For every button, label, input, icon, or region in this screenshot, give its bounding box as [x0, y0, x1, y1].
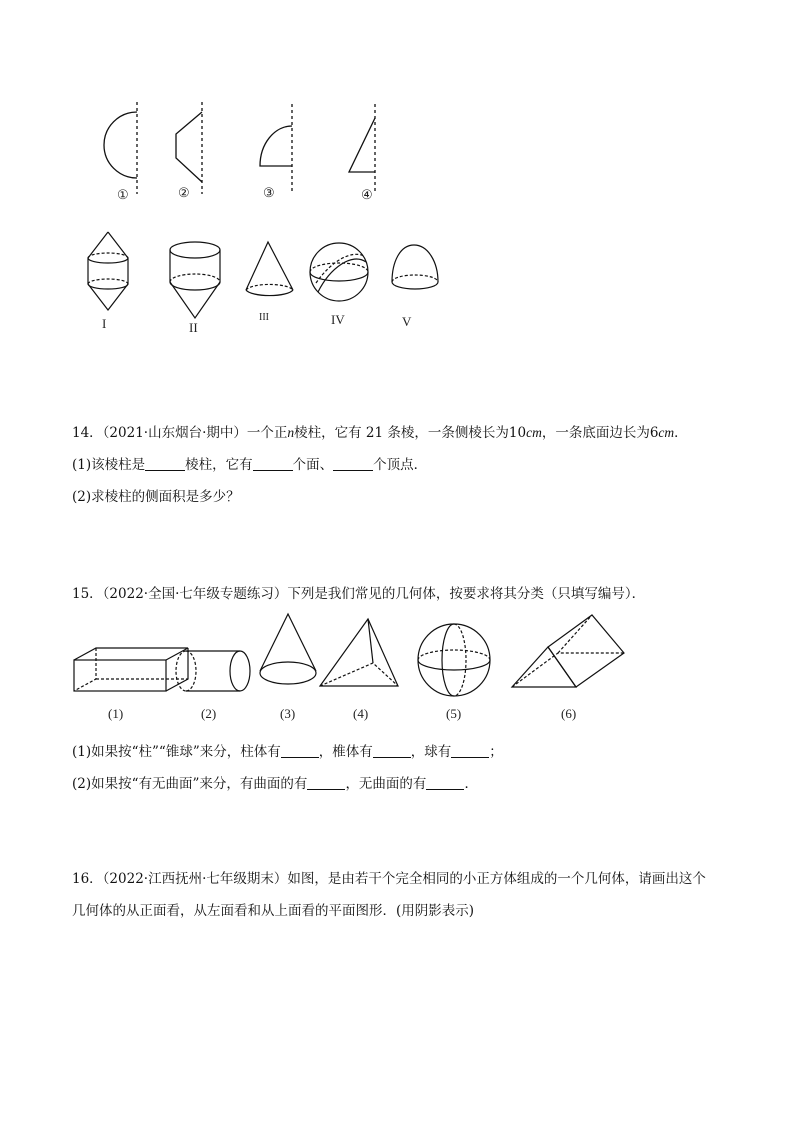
shape-label-1: ①	[117, 188, 129, 203]
figure-solids-q15	[0, 600, 794, 700]
answer-blank[interactable]	[426, 775, 464, 790]
q16-line-1: 16．（2022·江西抚州·七年级期末）如图，是由若干个完全相同的小正方体组成的一个几何体，请画出这个	[72, 871, 706, 887]
q14-len2: 6	[649, 425, 659, 441]
cylinder	[176, 651, 250, 691]
answer-blank[interactable]	[373, 743, 411, 758]
semicircle-shape	[104, 112, 137, 178]
q14-stem	[72, 421, 688, 441]
q14-p1-b: 棱柱，它有	[185, 457, 253, 473]
figure-rotation-svg	[0, 0, 794, 340]
caption-1: (1)	[108, 706, 124, 721]
q15-p2-c: ．	[464, 776, 478, 792]
shape-label-4: ④	[361, 188, 373, 203]
q14-p1-c: 个面、	[292, 457, 334, 473]
pyramid	[320, 619, 398, 686]
solid-label-2: II	[189, 320, 198, 335]
q15-p1-d: ；	[489, 744, 503, 760]
solid-label-3: III	[259, 312, 269, 323]
q15-stem: 15．（2022·全国·七年级专题练习）下列是我们常见的几何体，按要求将其分类（只填写编号）．	[72, 586, 646, 602]
q14-var-n: n	[287, 425, 295, 440]
q15-p2-a: (2)如果按“有无曲面”来分，有曲面的有	[72, 776, 308, 792]
triangle-shape	[349, 118, 375, 172]
q14-unit1: cm	[526, 425, 542, 440]
answer-blank[interactable]	[145, 456, 185, 471]
caption-2: (2)	[201, 706, 217, 721]
q15-part-1	[72, 740, 503, 760]
q14-part-1	[72, 453, 427, 473]
q14-stem-b: 棱柱，它有 21 条棱，一条侧棱长为	[294, 425, 509, 441]
shape-label-3: ③	[263, 186, 275, 201]
sphere	[418, 624, 490, 696]
q14-stem-end: ．	[674, 425, 688, 441]
q14-stem-a: 14．（2021·山东烟台·期中）一个正	[72, 425, 288, 441]
solid-1	[88, 232, 128, 310]
q15-p1-a: (1)如果按“柱”“锥球”来分，柱体有	[72, 744, 281, 760]
solid-label-5: V	[402, 314, 412, 329]
q14-part-2: (2)求棱柱的侧面积是多少？	[72, 489, 240, 505]
q15-p1-b: ，椎体有	[318, 744, 373, 760]
solid-4	[310, 243, 368, 301]
solid-3	[246, 242, 293, 296]
q15-part-2	[72, 772, 478, 792]
figure-q15-svg	[0, 600, 794, 700]
q15-p1-c: ，球有	[410, 744, 452, 760]
trapezoid-shape	[176, 112, 202, 182]
solid-label-1: I	[102, 316, 107, 331]
solid-label-4: IV	[331, 312, 345, 327]
q14-stem-c: ，一条底面边长为	[541, 425, 650, 441]
answer-blank[interactable]	[451, 743, 489, 758]
caption-5: (5)	[446, 706, 462, 721]
q14-unit2: cm	[658, 425, 675, 440]
answer-blank[interactable]	[253, 456, 293, 471]
cuboid	[74, 648, 188, 691]
cone	[260, 614, 316, 684]
solid-2	[170, 242, 220, 318]
caption-4: (4)	[353, 706, 369, 721]
q16-line-2: 几何体的从正面看，从左面看和从上面看的平面图形．(用阴影表示)	[72, 903, 475, 919]
answer-blank[interactable]	[333, 456, 373, 471]
triangular-prism	[512, 615, 624, 687]
quarter-circle-shape	[260, 126, 292, 166]
caption-6: (6)	[561, 706, 577, 721]
solid-5	[392, 245, 438, 289]
q14-p1-a: (1)该棱柱是	[72, 457, 146, 473]
q14-len1: 10	[508, 425, 527, 441]
shape-label-2: ②	[178, 186, 190, 201]
caption-3: (3)	[280, 706, 296, 721]
figure-rotation-shapes	[0, 0, 794, 340]
answer-blank[interactable]	[281, 743, 319, 758]
answer-blank[interactable]	[307, 775, 345, 790]
q14-p1-d: 个顶点．	[373, 457, 428, 473]
q15-p2-b: ，无曲面的有	[345, 776, 427, 792]
